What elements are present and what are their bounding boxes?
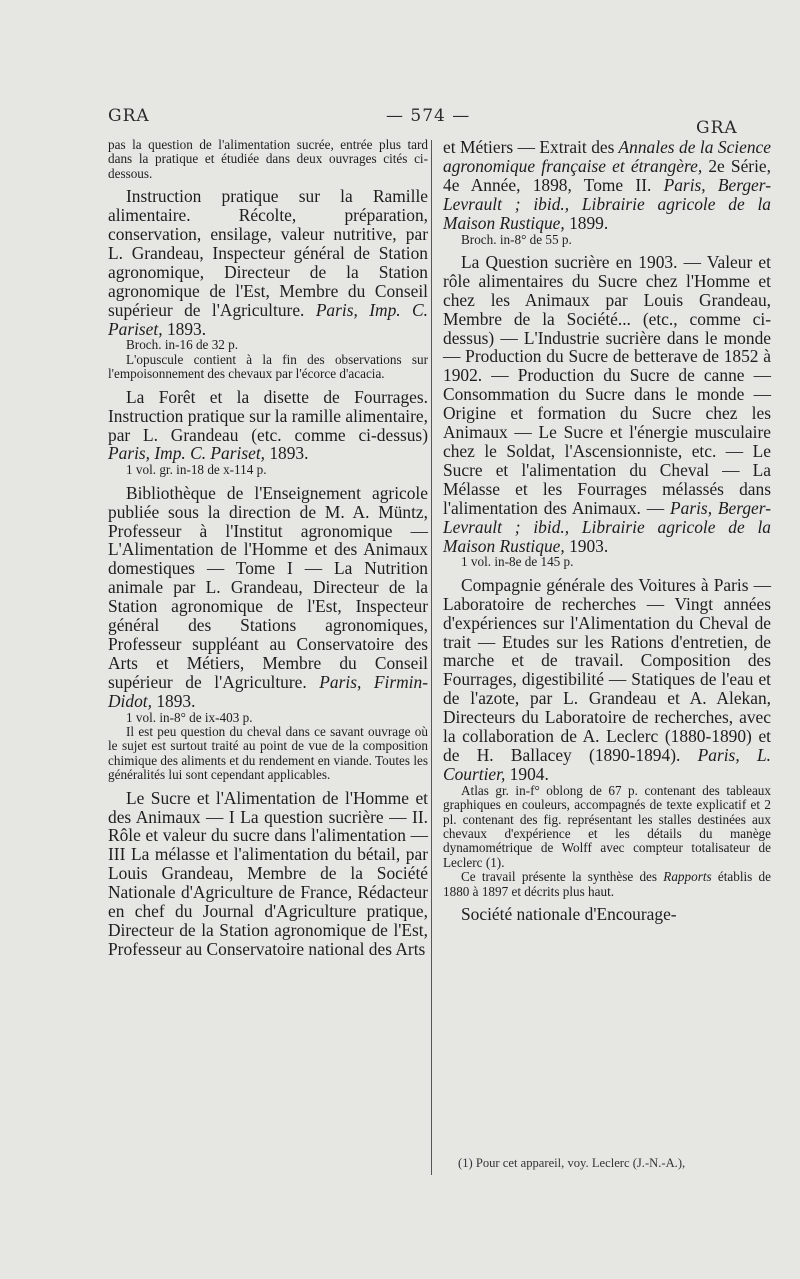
footnote: (1) Pour cet appareil, voy. Leclerc (J.-N.-A.),	[458, 1156, 686, 1170]
entry-text: pas la question de l'alimentation sucrée, entrée plus tard dans la pratique et étudiée dans deux ouvrages cités ci-dessous.	[108, 137, 428, 181]
bibliography-entry: Le Sucre et l'Alimentation de l'Homme et des Animaux — I La question sucrière — II. Rôle et valeur du sucre dans l'alimentation — III La mélasse et l'alimentation du bétail, par Louis Grandeau, Membre de la Société Nationale d'Agriculture de France, Rédacteur en chef du Journal d'Agriculture pratique, Directeur de la Station agronomique de l'Est, Professeur au Conservatoire national des Arts	[108, 787, 428, 959]
bibliography-entry: La Question sucrière en 1903. — Valeur et rôle alimentaires du Sucre chez l'Homme et chez les Animaux par Louis Grandeau, Membre de la Société... (etc., comme ci-dessus) — L'Industrie sucrière dans le monde — Production du Sucre de betterave de 1852 à 1902. — Production du Sucre de canne — Consommation du Sucre dans le monde — Origine et formation du Sucre chez les Animaux — Le Sucre et l'énergie musculaire chez le Soldat, l'Ascensionniste, etc. — Le Sucre et l'alimentation du Cheval — La Mélasse et les Fourrages mélassés dans l'alimentation des Animaux. — Paris, Berger-Levrault ; ibid., Librairie agricole de la Maison Rustique, 1903.	[443, 251, 771, 556]
bibliography-entry: Bibliothèque de l'Enseignement agricole publiée sous la direction de M. A. Müntz, Professeur à l'Institut agronomique — L'Alimentation de l'Homme et des Animaux domestiques — Tome I — La Nutrition animale par L. Grandeau, Directeur de la Station agronomique de l'Est, Inspecteur général des Stations agronomiques, Professeur suppléant au Conservatoire des Arts et Métiers, Membre du Conseil supérieur de l'Agriculture. Paris, Firmin-Didot, 1893.	[108, 482, 428, 711]
format-note: Broch. in-8° de 55 p.	[461, 231, 572, 247]
running-head-left: GRA	[108, 106, 150, 126]
format-note: 1 vol. gr. in-18 de x-114 p.	[126, 462, 267, 478]
format-note: Broch. in-16 de 32 p.	[126, 337, 239, 353]
annotation-note: Atlas gr. in-f° oblong de 67 p. contenant des tableaux graphiques en couleurs, accompagnés de texte explicatif et 2 pl. contenant des fig. représentant les stalles destinées aux chevaux d'expérience et les détails du manège dynamométrique de Wolff avec compteur totalisateur de Leclerc (1).	[443, 782, 771, 870]
running-head-right: GRA	[696, 118, 738, 138]
format-note: 1 vol. in-8° de ix-403 p.	[126, 709, 253, 725]
column-divider	[431, 140, 432, 1175]
format-note: 1 vol. in-8e de 145 p.	[461, 554, 574, 570]
right-column	[443, 138, 771, 924]
bibliography-entry: Société nationale d'Encourage-	[461, 904, 677, 925]
annotation-note: Ce travail présente la synthèse des Rapports établis de 1880 à 1897 et décrits plus haut.	[443, 869, 772, 899]
annotation-note: L'opuscule contient à la fin des observations sur l'empoisonnement des chevaux par l'écorce d'acacia.	[108, 351, 428, 382]
annotation-note: Il est peu question du cheval dans ce savant ouvrage où le sujet est surtout traité au point de vue de la composition chimique des aliments et du rendement en viande. Toutes les généralités lui sont cependant applicables.	[108, 724, 428, 783]
bibliography-entry: La Forêt et la disette de Fourrages. Instruction pratique sur la ramille alimentaire, par L. Grandeau (etc. comme ci-dessus) Paris, Imp. C. Pariset, 1893.	[108, 386, 428, 464]
bibliography-entry: Instruction pratique sur la Ramille alimentaire. Récolte, préparation, conservation, ensilage, valeur nutritive, par L. Grandeau, Inspecteur général de Station agronomique, Directeur de la Station agronomique de l'Est, Membre du Conseil supérieur de l'Agriculture. Paris, Imp. C. Pariset, 1893.	[108, 186, 428, 339]
bibliography-entry-continued: et Métiers — Extrait des Annales de la Science agronomique française et étrangère, 2e Série, 4e Année, 1898, Tome II. Paris, Berger-Levrault ; ibid., Librairie agricole de la Maison Rustique, 1899.	[443, 137, 771, 233]
bibliography-entry: Compagnie générale des Voitures à Paris — Laboratoire de recherches — Vingt années d'expériences sur l'Alimentation du Cheval de trait — Etudes sur les Rations d'entretien, de marche et de travail. Composition des Fourrages, digestibilité — Statiques de l'eau et de l'azote, par L. Grandeau et A. Alekan, Directeurs du Laboratoire de recherches, avec la collaboration de A. Leclerc (1880-1890) et de H. Ballacey (1890-1894). Paris, L. Courtier, 1904.	[443, 574, 771, 784]
left-column	[108, 138, 428, 959]
page-number: — 574 —	[386, 106, 471, 126]
